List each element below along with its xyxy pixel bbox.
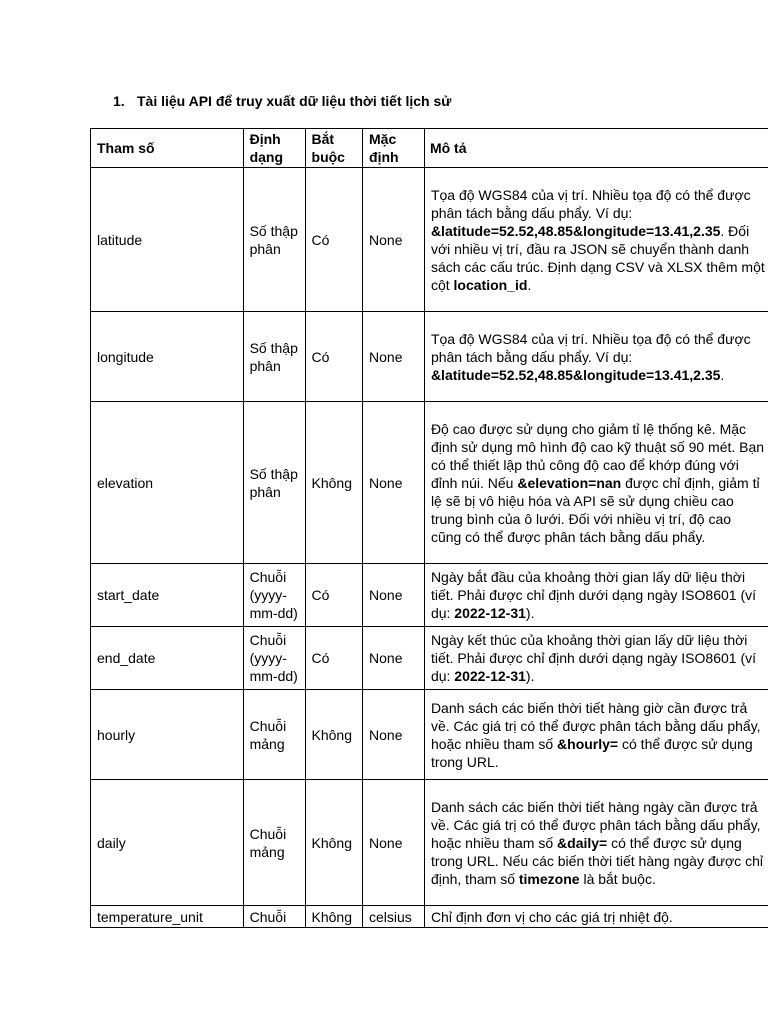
table-row xyxy=(91,690,768,780)
param-required: Không xyxy=(305,780,363,906)
table-row xyxy=(91,168,768,312)
description-emphasis: &hourly= xyxy=(557,735,619,752)
param-format: Chuỗi mảng xyxy=(243,780,305,906)
param-format: Chuỗi (yyyy-mm-dd) xyxy=(243,627,305,690)
param-description xyxy=(424,564,768,627)
description-text: Tọa độ WGS84 của vị trí. Nhiều tọa độ có thể được phân tách bằng dấu phẩy. Ví dụ: xyxy=(430,186,751,221)
param-required: Có xyxy=(305,627,363,690)
param-format: Số thập phân xyxy=(243,312,305,402)
description-text: Chỉ định đơn vị cho các giá trị nhiệt độ. xyxy=(430,908,673,925)
description-text: Danh sách các biến thời tiết hàng ngày cần được trả về. Các giá trị có thể được phân tách bằng dấu phẩy, hoặc nhiều tham số xyxy=(430,798,761,851)
description-text: Độ cao được sử dụng cho giảm tỉ lệ thống kê. Mặc định sử dụng mô hình độ cao kỹ thuật số 90 mét. Bạn có thể thiết lập thủ công độ cao để khớp đúng với đỉnh núi. Nếu xyxy=(430,420,765,491)
table-row xyxy=(91,906,768,928)
description-text: ). xyxy=(525,668,535,684)
param-default: celsius xyxy=(363,906,425,928)
parameters-table xyxy=(90,128,768,928)
param-default: None xyxy=(363,312,425,402)
param-required: Có xyxy=(305,168,363,312)
param-default: None xyxy=(363,780,425,906)
section-number: 1. xyxy=(113,93,125,109)
description-text: là bắt buộc. xyxy=(579,870,656,887)
param-description xyxy=(424,690,768,780)
description-text: . xyxy=(527,276,532,293)
param-name: start_date xyxy=(91,564,244,627)
description-emphasis: 2022-12-31 xyxy=(454,668,526,684)
param-description xyxy=(424,627,768,690)
header-default: Mặc định xyxy=(363,129,425,168)
param-default: None xyxy=(363,690,425,780)
param-description xyxy=(424,780,768,906)
table-header-row xyxy=(91,129,768,168)
description-text: Danh sách các biến thời tiết hàng giờ cần được trả về. Các giá trị có thể được phân tách bằng dấu phẩy, hoặc nhiều tham số xyxy=(430,699,761,752)
param-name: longitude xyxy=(91,312,244,402)
header-description: Mô tả xyxy=(424,129,768,168)
param-description xyxy=(424,906,768,928)
param-required: Không xyxy=(305,402,363,564)
param-name: latitude xyxy=(91,168,244,312)
description-text: Tọa độ WGS84 của vị trí. Nhiều tọa độ có thể được phân tách bằng dấu phẩy. Ví dụ: xyxy=(430,330,751,365)
description-emphasis: timezone xyxy=(518,870,580,887)
description-emphasis: &latitude=52.52,48.85&longitude=13.41,2.35 xyxy=(430,222,721,239)
param-required: Không xyxy=(305,690,363,780)
param-default: None xyxy=(363,402,425,564)
description-text: . xyxy=(720,366,725,383)
param-name: end_date xyxy=(91,627,244,690)
table-row xyxy=(91,627,768,690)
description-emphasis: location_id xyxy=(453,276,528,293)
description-text: Ngày bắt đầu của khoảng thời gian lấy dữ liệu thời tiết. Phải được chỉ định dưới dạng ngày ISO8601 (ví dụ: xyxy=(430,569,756,621)
table-row xyxy=(91,402,768,564)
description-emphasis: &daily= xyxy=(557,834,608,851)
description-text: Ngày kết thúc của khoảng thời gian lấy dữ liệu thời tiết. Phải được chỉ định dưới dạng ngày ISO8601 (ví dụ: xyxy=(430,632,756,684)
table-row xyxy=(91,780,768,906)
param-name: temperature_unit xyxy=(91,906,244,928)
header-required: Bắt buộc xyxy=(305,129,363,168)
param-format: Chuỗi xyxy=(243,906,305,928)
param-name: daily xyxy=(91,780,244,906)
section-title: Tài liệu API để truy xuất dữ liệu thời tiết lịch sử xyxy=(137,93,452,109)
param-description xyxy=(424,312,768,402)
param-name: elevation xyxy=(91,402,244,564)
section-heading xyxy=(113,93,451,109)
param-description xyxy=(424,168,768,312)
description-text: được chỉ định, giảm tỉ lệ sẽ bị vô hiệu hóa và API sẽ sử dụng chiều cao trung bình của ô lưới. Đối với nhiều vị trí, độ cao cũng có thể được phân tách bằng dấu phẩy. xyxy=(430,474,760,545)
description-text: có thể được sử dụng trong URL. Nếu các biến thời tiết hàng ngày được chỉ định, tham số xyxy=(430,834,763,887)
description-emphasis: 2022-12-31 xyxy=(454,605,526,621)
description-emphasis: &elevation=nan xyxy=(517,474,622,491)
param-default: None xyxy=(363,168,425,312)
description-text: . Đối với nhiều vị trí, đầu ra JSON sẽ chuyển thành danh sách các cấu trúc. Định dạng CSV và XLSX thêm một cột xyxy=(430,222,765,293)
description-emphasis: &latitude=52.52,48.85&longitude=13.41,2.35 xyxy=(430,366,721,383)
param-required: Có xyxy=(305,564,363,627)
table-row xyxy=(91,312,768,402)
description-text: ). xyxy=(525,605,535,621)
param-default: None xyxy=(363,564,425,627)
param-name: hourly xyxy=(91,690,244,780)
param-format: Số thập phân xyxy=(243,402,305,564)
param-required: Không xyxy=(305,906,363,928)
param-format: Chuỗi (yyyy-mm-dd) xyxy=(243,564,305,627)
param-default: None xyxy=(363,627,425,690)
header-format: Định dạng xyxy=(243,129,305,168)
param-format: Chuỗi mảng xyxy=(243,690,305,780)
table-row xyxy=(91,564,768,627)
header-name: Tham số xyxy=(91,129,244,168)
param-description xyxy=(424,402,768,564)
param-required: Có xyxy=(305,312,363,402)
param-format: Số thập phân xyxy=(243,168,305,312)
description-text: có thể được sử dụng trong URL. xyxy=(430,735,753,770)
